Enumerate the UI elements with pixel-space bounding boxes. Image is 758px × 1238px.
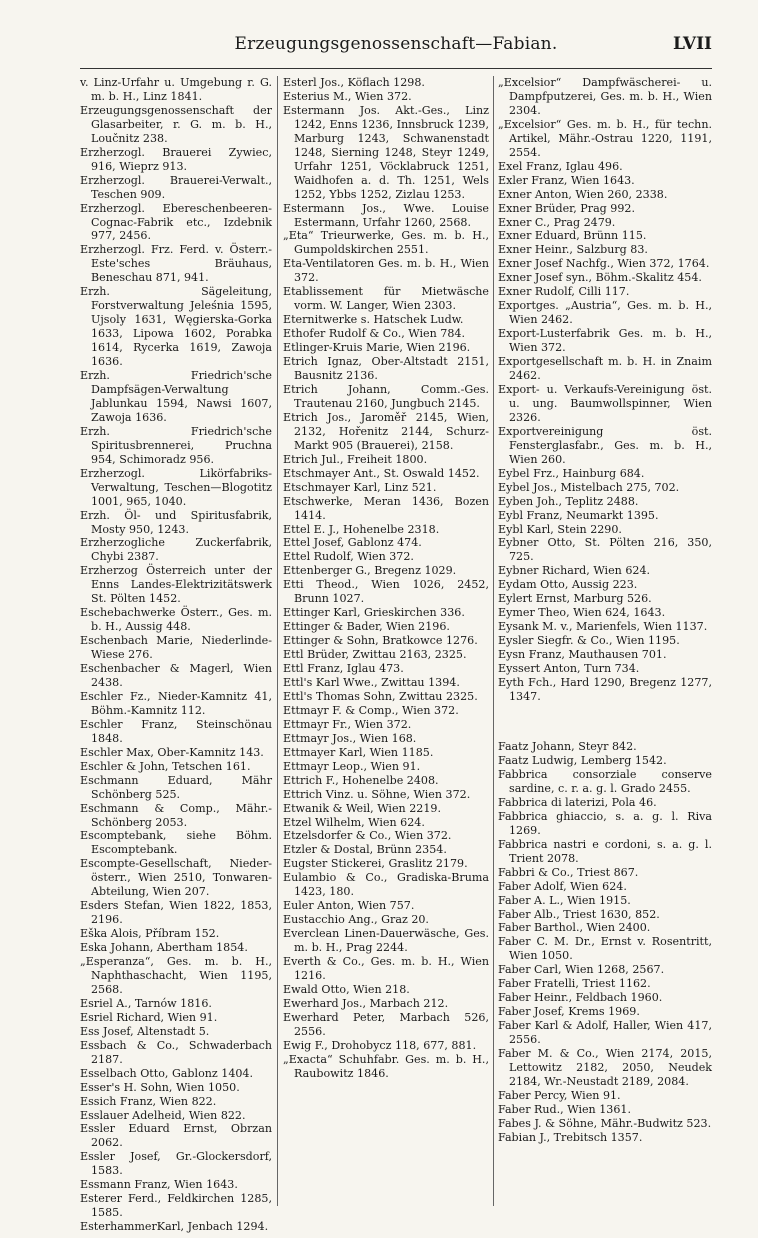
directory-entry: Ettmayr F. & Comp., Wien 372. xyxy=(283,703,459,717)
directory-entry: „Excelsior“ Ges. m. b. H., für techn. Artikel, Mähr.-Ostrau 1220, 1191, 2554. xyxy=(498,117,712,159)
directory-entry: Esriel A., Tarnów 1816. xyxy=(80,996,212,1010)
directory-entry: Eysank M. v., Marienfels, Wien 1137. xyxy=(498,620,708,634)
directory-entry: Faber Adolf, Wien 624. xyxy=(498,879,627,893)
directory-entry: Etrich Jos., Jaroměř 2145, Wien, 2132, Hořenitz 2144, Schurz-Markt 905 (Brauerei), 2158. xyxy=(283,410,489,452)
directory-entry: Faber C. M. Dr., Ernst v. Rosentritt, Wien 1050. xyxy=(498,935,712,963)
directory-entry: Exler Franz, Wien 1643. xyxy=(498,173,635,187)
directory-entry: Exportvereinigung öst. Fensterglasfabr., Ges. m. b. H., Wien 260. xyxy=(498,424,712,466)
directory-entry: Exner Brüder, Prag 992. xyxy=(498,201,636,215)
directory-entry: Eta-Ventilatoren Ges. m. b. H., Wien 372. xyxy=(283,257,489,285)
directory-entry: Eybel Jos., Mistelbach 275, 702. xyxy=(498,480,680,494)
directory-entry: Ess Josef, Altenstadt 5. xyxy=(80,1024,210,1038)
directory-entry: Etschmayer Ant., St. Oswald 1452. xyxy=(283,466,480,480)
directory-entry: EsterhammerKarl, Jenbach 1294. xyxy=(80,1220,269,1234)
column-2 xyxy=(283,76,489,1206)
directory-entry: Escompte-Gesellschaft, Nieder-österr., Wien 2510, Tonwaren-Abteilung, Wien 207. xyxy=(80,857,272,899)
directory-entry: Faber Karl & Adolf, Haller, Wien 417, 2556. xyxy=(498,1019,712,1047)
column-divider xyxy=(493,76,494,1206)
directory-entry: Fabian J., Trebitsch 1357. xyxy=(498,1130,643,1144)
directory-entry: Fabbrica ghiaccio, s. a. g. l. Riva 1269. xyxy=(498,809,712,837)
directory-entry: Esslauer Adelheid, Wien 822. xyxy=(80,1108,246,1122)
directory-entry: Eyben Joh., Teplitz 2488. xyxy=(498,494,639,508)
directory-entry: Eška Alois, Příbram 152. xyxy=(80,927,220,941)
directory-entry: Eska Johann, Abertham 1854. xyxy=(80,941,248,955)
directory-entry: Exportgesellschaft m. b. H. in Znaim 2462. xyxy=(498,355,712,383)
directory-entry: Erzeugungsgenossenschaft der Glasarbeiter, r. G. m. b. H., Loučnitz 238. xyxy=(80,103,272,145)
directory-entry: Etzel Wilhelm, Wien 624. xyxy=(283,815,425,829)
directory-entry: Ettl's Karl Wwe., Zwittau 1394. xyxy=(283,675,460,689)
directory-entry: Faatz Ludwig, Lemberg 1542. xyxy=(498,754,667,768)
directory-entry: Erzherzogl. Brauerei Zywiec, 916, Wieprz 913. xyxy=(80,145,272,173)
directory-entry: Faber Barthol., Wien 2400. xyxy=(498,921,651,935)
directory-entry: Esders Stefan, Wien 1822, 1853, 2196. xyxy=(80,899,272,927)
directory-entry: Fabbrica nastri e cordoni, s. a. g. l. Trient 2078. xyxy=(498,837,712,865)
column-3 xyxy=(498,76,712,1206)
directory-entry: Eyssert Anton, Turn 734. xyxy=(498,662,640,676)
directory-entry: Faber Carl, Wien 1268, 2567. xyxy=(498,963,665,977)
directory-entry: Eulambio & Co., Gradiska-Bruma 1423, 180. xyxy=(283,871,489,899)
directory-entry: Eymer Theo, Wien 624, 1643. xyxy=(498,606,666,620)
header-rule xyxy=(80,68,712,69)
directory-entry: „Esperanza“, Ges. m. b. H., Naphthaschacht, Wien 1195, 2568. xyxy=(80,955,272,996)
directory-entry: Fabes J. & Söhne, Mähr.-Budwitz 523. xyxy=(498,1116,712,1130)
directory-entry: Eschler Fz., Nieder-Kamnitz 41, Böhm.-Kamnitz 112. xyxy=(80,689,272,717)
directory-entry: Eschenbacher & Magerl, Wien 2438. xyxy=(80,662,272,689)
directory-entry: Etti Theod., Wien 1026, 2452, Brunn 1027. xyxy=(283,578,489,606)
directory-entry: „Excelsior“ Dampfwäscherei- u. Dampfputzerei, Ges. m. b. H., Wien 2304. xyxy=(498,76,712,117)
page-header xyxy=(80,30,712,64)
directory-entry: Etschmayer Karl, Linz 521. xyxy=(283,480,437,494)
directory-entry: Esser's H. Sohn, Wien 1050. xyxy=(80,1080,240,1094)
directory-entry: Essich Franz, Wien 822. xyxy=(80,1094,217,1108)
directory-entry: Faber M. & Co., Wien 2174, 2015, Lettowitz 2182, 2050, Neudek 2184, Wr.-Neustadt 2189, 2084. xyxy=(498,1047,712,1088)
directory-entry: Escomptebank, siehe Böhm. Escomptebank. xyxy=(80,829,272,857)
directory-entry: Etablissement für Mietwäsche vorm. W. Langer, Wien 2303. xyxy=(283,285,489,313)
directory-entry: Eschler Franz, Steinschönau 1848. xyxy=(80,717,272,745)
directory-entry: Ewerhard Jos., Marbach 212. xyxy=(283,996,449,1010)
directory-entry: Erzherzogl. Likörfabriks-Verwaltung, Teschen—Blogotitz 1001, 965, 1040. xyxy=(80,466,272,508)
section-gap xyxy=(498,715,712,729)
directory-entry: Ethofer Rudolf & Co., Wien 784. xyxy=(283,327,465,341)
directory-entry: Ettl Franz, Iglau 473. xyxy=(283,662,404,676)
directory-entry: Faber Percy, Wien 91. xyxy=(498,1088,621,1102)
directory-entry: Exner Josef Nachfg., Wien 372, 1764. xyxy=(498,257,710,271)
directory-entry: Erzherzogl. Ebereschenbeeren-Cognac-Fabrik etc., Izdebnik 977, 2456. xyxy=(80,201,272,243)
directory-entry: Eschmann & Comp., Mähr.-Schönberg 2053. xyxy=(80,801,272,829)
directory-entry: Eyth Fch., Hard 1290, Bregenz 1277, 1347. xyxy=(498,675,712,703)
column-1 xyxy=(80,76,272,1234)
page-number: LVII xyxy=(672,34,712,54)
column-divider xyxy=(277,76,278,1206)
directory-entry: Etzelsdorfer & Co., Wien 372. xyxy=(283,829,452,843)
directory-entry: Etlinger-Kruis Marie, Wien 2196. xyxy=(283,341,471,355)
directory-entry: Everth & Co., Ges. m. b. H., Wien 1216. xyxy=(283,955,489,982)
directory-entry: Eschmann Eduard, Mähr Schönberg 525. xyxy=(80,773,272,801)
directory-entry: Ettinger & Bader, Wien 2196. xyxy=(283,620,450,634)
directory-entry: „Eta“ Trieurwerke, Ges. m. b. H., Gumpoldskirchen 2551. xyxy=(283,229,489,257)
directory-entry: Etrich Johann, Comm.-Ges. Trautenau 2160, Jungbuch 2145. xyxy=(283,382,489,410)
directory-entry: Eybel Frz., Hainburg 684. xyxy=(498,466,645,480)
directory-entry: Eschler & John, Tetschen 161. xyxy=(80,759,251,773)
directory-entry: Ettenberger G., Bregenz 1029. xyxy=(283,564,457,578)
directory-entry: Ewald Otto, Wien 218. xyxy=(283,982,410,996)
directory-entry: Eybl Karl, Stein 2290. xyxy=(498,522,622,536)
directory-entry: Etschwerke, Meran 1436, Bozen 1414. xyxy=(283,494,489,522)
directory-entry: Fabbrica di laterizi, Pola 46. xyxy=(498,795,657,809)
directory-entry: Eustacchio Ang., Graz 20. xyxy=(283,913,429,927)
directory-entry: Ettl Brüder, Zwittau 2163, 2325. xyxy=(283,648,467,662)
directory-entry: Eysler Siegfr. & Co., Wien 1195. xyxy=(498,634,680,648)
directory-entry: Etrich Jul., Freiheit 1800. xyxy=(283,452,428,466)
directory-entry: Essler Eduard Ernst, Obrzan 2062. xyxy=(80,1122,272,1150)
directory-entry: Faber A. L., Wien 1915. xyxy=(498,893,631,907)
directory-entry: Euler Anton, Wien 757. xyxy=(283,899,415,913)
directory-entry: Esterius M., Wien 372. xyxy=(283,89,412,103)
directory-entry: Ettmayr Fr., Wien 372. xyxy=(283,717,412,731)
directory-entry: Ettmayr Jos., Wien 168. xyxy=(283,731,417,745)
directory-entry: Exner Josef syn., Böhm.-Skalitz 454. xyxy=(498,271,702,285)
directory-entry: Eybl Franz, Neumarkt 1395. xyxy=(498,508,659,522)
directory-entry: Ettrich F., Hohenelbe 2408. xyxy=(283,773,439,787)
directory-entry: Exner Eduard, Brünn 115. xyxy=(498,229,647,243)
directory-entry: Ettrich Vinz. u. Söhne, Wien 372. xyxy=(283,787,471,801)
directory-entry: Erzh. Öl- und Spiritusfabrik, Mosty 950, 1243. xyxy=(80,508,272,536)
directory-entry: Ettel Josef, Gablonz 474. xyxy=(283,536,422,550)
directory-entry: Faber Alb., Triest 1630, 852. xyxy=(498,907,660,921)
directory-entry: Erzherzogl. Frz. Ferd. v. Österr.-Este'sches Bräuhaus, Beneschau 871, 941. xyxy=(80,243,272,285)
directory-entry: Ettinger & Sohn, Bratkowce 1276. xyxy=(283,634,478,648)
directory-entry: Eydam Otto, Aussig 223. xyxy=(498,578,638,592)
directory-entry: Ettl's Thomas Sohn, Zwittau 2325. xyxy=(283,689,478,703)
directory-entry: Ettel E. J., Hohenelbe 2318. xyxy=(283,522,440,536)
directory-entry: Ewerhard Peter, Marbach 526, 2556. xyxy=(283,1010,489,1038)
directory-entry: Erzherzogl. Brauerei-Verwalt., Teschen 909. xyxy=(80,173,272,201)
directory-entry: Ettmayer Karl, Wien 1185. xyxy=(283,745,434,759)
directory-entry: Exner Heinr., Salzburg 83. xyxy=(498,243,648,257)
directory-entry: Esriel Richard, Wien 91. xyxy=(80,1010,218,1024)
directory-entry: Esterl Jos., Köflach 1298. xyxy=(283,76,425,89)
directory-entry: Export- u. Verkaufs-Vereinigung öst. u. ung. Baumwollspinner, Wien 2326. xyxy=(498,382,712,424)
directory-entry: Esselbach Otto, Gablonz 1404. xyxy=(80,1066,254,1080)
directory-entry: Eybner Richard, Wien 624. xyxy=(498,564,651,578)
directory-entry: Ewig F., Drohobycz 118, 677, 881. xyxy=(283,1038,477,1052)
directory-entry: Essbach & Co., Schwaderbach 2187. xyxy=(80,1038,272,1066)
directory-entry: Eschebachwerke Österr., Ges. m. b. H., Aussig 448. xyxy=(80,606,272,634)
directory-entry: Eschenbach Marie, Niederlinde-Wiese 276. xyxy=(80,634,272,662)
directory-entry: „Exacta“ Schuhfabr. Ges. m. b. H., Raubowitz 1846. xyxy=(283,1052,489,1080)
directory-entry: Ettel Rudolf, Wien 372. xyxy=(283,550,414,564)
directory-entry: Faber Heinr., Feldbach 1960. xyxy=(498,991,663,1005)
directory-entry: Faber Rud., Wien 1361. xyxy=(498,1102,631,1116)
directory-entry: Erzh. Friedrich'sche Spiritusbrennerei, Pruchna 954, Schimoradz 956. xyxy=(80,424,272,466)
directory-entry: Exportges. „Austria“, Ges. m. b. H., Wien 2462. xyxy=(498,299,712,327)
directory-entry: Etzler & Dostal, Brünn 2354. xyxy=(283,843,447,857)
directory-entry: Essmann Franz, Wien 1643. xyxy=(80,1178,238,1192)
directory-entry: Ettmayr Leop., Wien 91. xyxy=(283,759,421,773)
directory-entry: Erzherzog Österreich unter der Enns Landes-Elektrizitätswerk St. Pölten 1452. xyxy=(80,564,272,606)
directory-entry: Faber Josef, Krems 1969. xyxy=(498,1005,640,1019)
directory-entry: Erzh. Sägeleitung, Forstverwaltung Jeleśnia 1595, Ujsoly 1631, Węgierska-Gorka 1633, Lipowa 1602, Porabka 1614, Rycerka 1619, Zawoja 1636. xyxy=(80,285,272,369)
directory-entry: Faatz Johann, Steyr 842. xyxy=(498,740,637,754)
directory-entry: Eternitwerke s. Hatschek Ludw. xyxy=(283,313,464,327)
directory-entry: Export-Lusterfabrik Ges. m. b. H., Wien 372. xyxy=(498,327,712,355)
directory-entry: Exner Rudolf, Cilli 117. xyxy=(498,285,630,299)
directory-entry: Ettinger Karl, Grieskirchen 336. xyxy=(283,606,465,620)
directory-entry: Etrich Ignaz, Ober-Altstadt 2151, Bausnitz 2136. xyxy=(283,355,489,383)
directory-entry: Eylert Ernst, Marburg 526. xyxy=(498,592,652,606)
directory-entry: Faber Fratelli, Triest 1162. xyxy=(498,977,651,991)
directory-entry: Fabbri & Co., Triest 867. xyxy=(498,865,639,879)
directory-entry: Eysn Franz, Mauthausen 701. xyxy=(498,648,667,662)
directory-entry: Estermann Jos. Akt.-Ges., Linz 1242, Enns 1236, Innsbruck 1239, Marburg 1243, Schwanenstadt 1248, Sierning 1248, Steyr 1249, Urfahr 1251, Vöcklabruck 1251, Waidhofen a. d. Th. 1251, Wels 1252, Ybbs 1252, Zizlau 1253. xyxy=(283,103,489,201)
directory-entry: v. Linz-Urfahr u. Umgebung r. G. m. b. H., Linz 1841. xyxy=(80,76,272,103)
directory-entry: Erzherzogliche Zuckerfabrik, Chybi 2387. xyxy=(80,536,272,564)
directory-entry: Esterer Ferd., Feldkirchen 1285, 1585. xyxy=(80,1192,272,1220)
directory-entry: Eschler Max, Ober-Kamnitz 143. xyxy=(80,745,264,759)
directory-entry: Eugster Stickerei, Graslitz 2179. xyxy=(283,857,468,871)
directory-entry: Exner C., Prag 2479. xyxy=(498,215,616,229)
directory-entry: Exel Franz, Iglau 496. xyxy=(498,159,623,173)
directory-entry: Essler Josef, Gr.-Glockersdorf, 1583. xyxy=(80,1150,272,1178)
directory-entry: Fabbrica consorziale conserve sardine, c. r. a. g. l. Grado 2455. xyxy=(498,767,712,795)
directory-entry: Everclean Linen-Dauerwäsche, Ges. m. b. H., Prag 2244. xyxy=(283,927,489,955)
directory-entry: Estermann Jos., Wwe. Louise Estermann, Urfahr 1260, 2568. xyxy=(283,201,489,229)
running-title: Erzeugungsgenossenschaft—Fabian. xyxy=(234,34,558,54)
directory-entry: Exner Anton, Wien 260, 2338. xyxy=(498,187,668,201)
directory-entry: Eybner Otto, St. Pölten 216, 350, 725. xyxy=(498,536,712,564)
directory-entry: Erzh. Friedrich'sche Dampfsägen-Verwaltung Jablunkau 1594, Nawsi 1607, Zawoja 1636. xyxy=(80,369,272,424)
directory-entry: Etwanik & Weil, Wien 2219. xyxy=(283,801,441,815)
